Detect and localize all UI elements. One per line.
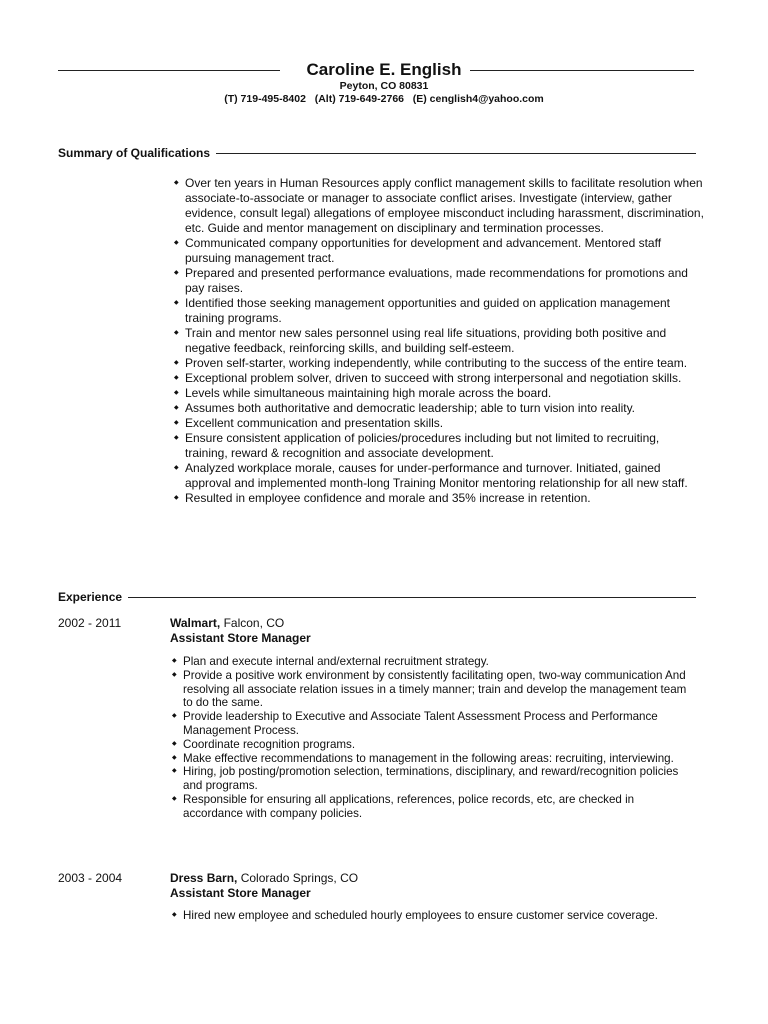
job-duty: ◆ Hiring, job posting/promotion selection, terminations, disciplinary, and reward/recognition policies and programs.	[172, 765, 692, 793]
summary-bullet: ◆ Ensure consistent application of policies/procedures including but not limited to recruiting, training, reward & recognition and associate development.	[174, 431, 704, 461]
job-duties-list	[172, 655, 692, 821]
experience-heading: Experience	[58, 590, 128, 604]
job-duty: ◆ Make effective recommendations to management in the following areas: recruiting, interviewing.	[172, 752, 692, 766]
summary-bullet: ◆ Over ten years in Human Resources apply conflict management skills to facilitate resolution when associate-to-associate or manager to associate conflict arises. Investigate (interview, gather evidence, consult legal) allegations of employee misconduct including harassment, discrimination, etc. Guide and mentor management on disciplinary and termination processes.	[174, 176, 704, 236]
summary-rule	[216, 153, 696, 154]
job-dates: 2003 - 2004	[58, 871, 123, 885]
job-header	[170, 616, 311, 646]
summary-bullet: ◆ Resulted in employee confidence and morale and 35% increase in retention.	[174, 491, 704, 506]
job-employer: Walmart,	[170, 616, 221, 630]
summary-bullet: ◆ Train and mentor new sales personnel using real life situations, providing both positive and negative feedback, reinforcing skills, and building self-esteem.	[174, 326, 704, 356]
summary-list	[174, 176, 704, 506]
summary-heading: Summary of Qualifications	[58, 146, 216, 160]
summary-bullet: ◆ Identified those seeking management opportunities and guided on application management training programs.	[174, 296, 704, 326]
job-title: Assistant Store Manager	[170, 631, 311, 645]
job-duty: ◆ Hired new employee and scheduled hourly employees to ensure customer service coverage.	[172, 909, 672, 923]
candidate-contact: (T) 719-495-8402 (Alt) 719-649-2766 (E) cenglish4@yahoo.com	[224, 93, 544, 105]
job-location: Colorado Springs, CO	[237, 871, 359, 885]
summary-bullet: ◆ Proven self-starter, working independently, while contributing to the success of the entire team.	[174, 356, 704, 371]
job-header	[170, 871, 358, 901]
summary-bullet: ◆ Assumes both authoritative and democratic leadership; able to turn vision into reality.	[174, 401, 704, 416]
job-duties-list	[172, 909, 672, 923]
job-dates: 2002 - 2011	[58, 616, 122, 630]
job-duty: ◆ Coordinate recognition programs.	[172, 738, 692, 752]
job-location: Falcon, CO	[220, 616, 285, 630]
job-duty: ◆ Provide a positive work environment by consistently facilitating open, two-way communication And resolving all associate relation issues in a timely manner; train and develop the management team to do the same.	[172, 669, 692, 710]
job-duty: ◆ Responsible for ensuring all applications, references, police records, etc, are checked in accordance with company policies.	[172, 793, 692, 821]
summary-bullet: ◆ Communicated company opportunities for development and advancement. Mentored staff pursuing management tract.	[174, 236, 704, 266]
job-duty: ◆ Provide leadership to Executive and Associate Talent Assessment Process and Performance Management Process.	[172, 710, 692, 738]
experience-rule	[128, 597, 696, 598]
candidate-address: Peyton, CO 80831	[339, 80, 429, 92]
job-title: Assistant Store Manager	[170, 886, 311, 900]
summary-section-header	[58, 146, 696, 160]
summary-bullet: ◆ Prepared and presented performance evaluations, made recommendations for promotions and pay raises.	[174, 266, 704, 296]
summary-bullet: ◆ Analyzed workplace morale, causes for under-performance and turnover. Initiated, gained approval and implemented month-long Training Monitor mentoring relationship for all new staff.	[174, 461, 704, 491]
candidate-name: Caroline E. English	[306, 60, 462, 79]
job-duty: ◆ Plan and execute internal and/external recruitment strategy.	[172, 655, 692, 669]
job-employer: Dress Barn,	[170, 871, 238, 885]
summary-bullet: ◆ Excellent communication and presentation skills.	[174, 416, 704, 431]
summary-bullet: ◆ Levels while simultaneous maintaining high morale across the board.	[174, 386, 704, 401]
experience-section-header	[58, 590, 696, 604]
summary-bullet: ◆ Exceptional problem solver, driven to succeed with strong interpersonal and negotiation skills.	[174, 371, 704, 386]
